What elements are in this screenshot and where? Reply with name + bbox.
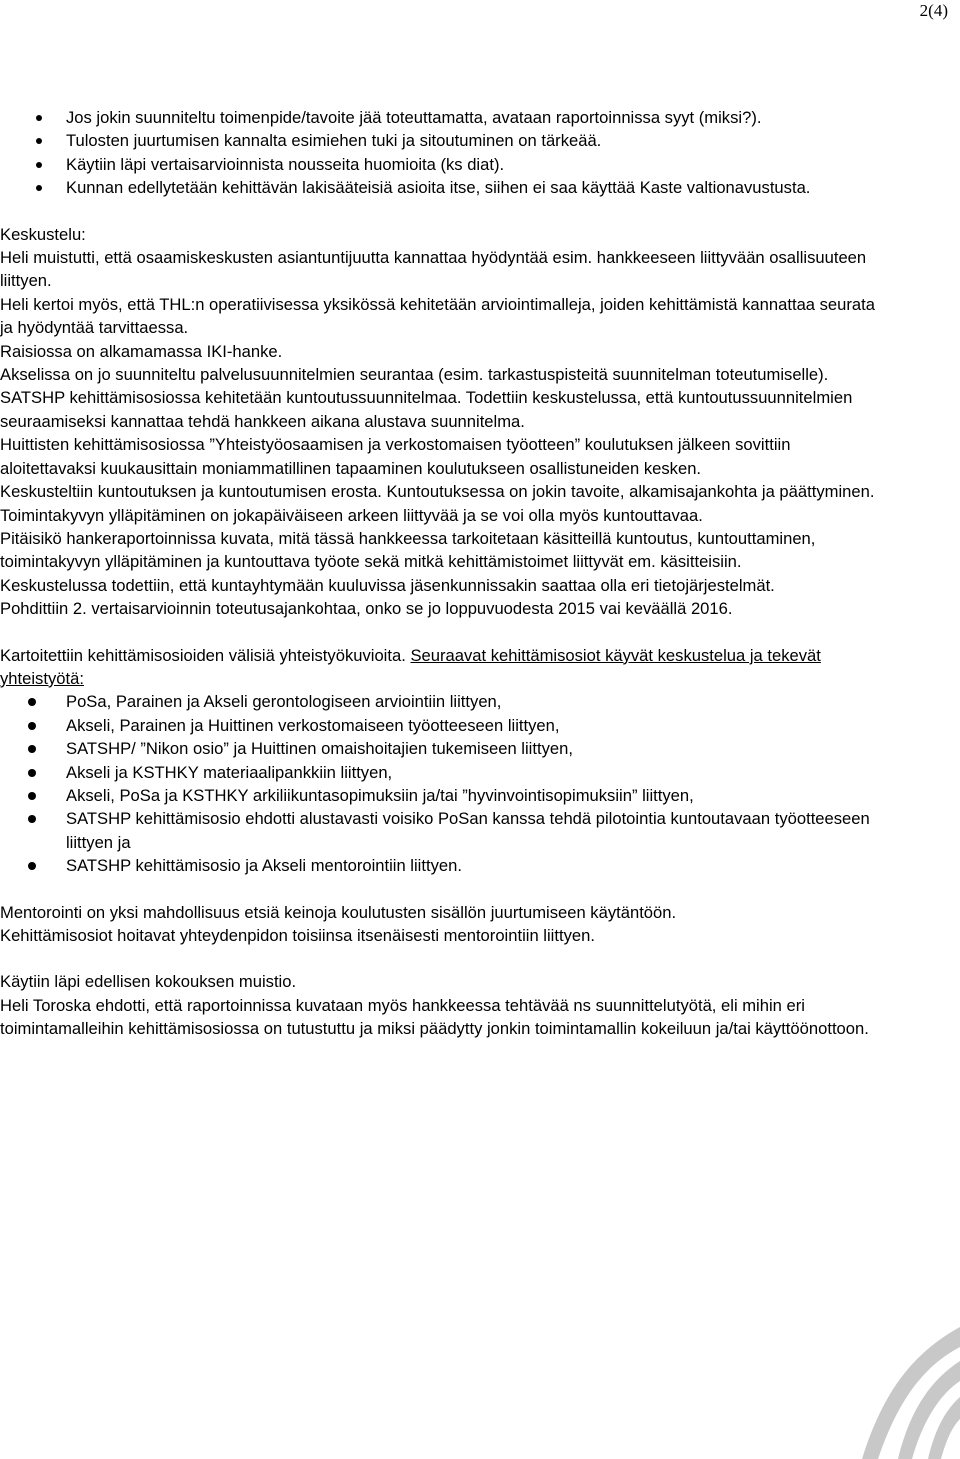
bullet-item: Kunnan edellytetään kehittävän lakisääteisiä asioita itse, siihen ei saa käyttää Kaste valtionavustusta. [66, 176, 880, 199]
cooperation-item: SATSHP/ ”Nikon osio” ja Huittinen omaishoitajien tukemiseen liittyen, [66, 737, 880, 760]
discussion-paragraph: Keskusteltiin kuntoutuksen ja kuntoutumisen erosta. Kuntoutuksessa on jokin tavoite, alkamisajankohta ja päättyminen. Toimintakyvyn ylläpitäminen on jokapäiväiseen arkeen liittyvää ja se voi olla myös kuntouttavaa. [0, 482, 875, 525]
discussion-paragraph: SATSHP kehittämisosiossa kehitetään kuntoutussuunnitelmaa. Todettiin keskustelussa, että kuntoutussuunnitelmien seuraamiseksi kannattaa tehdä hankkeen aikana alustava suunnitelma. [0, 388, 853, 431]
cooperation-item: Akseli, PoSa ja KSTHKY arkiliikuntasopimuksiin ja/tai ”hyvinvointisopimuksiin” liittyen, [66, 784, 880, 807]
discussion-paragraph: Huittisten kehittämisosiossa ”Yhteistyöosaamisen ja verkostomaisen työotteen” koulutuksen jälkeen sovittiin aloitettavaksi kuukausittain moniammatillinen tapaaminen koulutukseen osallistuneiden kesken. [0, 435, 791, 478]
discussion-paragraph: Heli kertoi myös, että THL:n operatiivisessa yksikössä kehitetään arviointimalleja, joiden kehittämistä kannattaa seurata ja hyödyntää tarvittaessa. [0, 294, 875, 338]
cooperation-item: SATSHP kehittämisosio ja Akseli mentorointiin liittyen. [66, 854, 880, 877]
page-number: 2(4) [919, 1, 948, 20]
cooperation-item: SATSHP kehittämisosio ehdotti alustavasti voisiko PoSan kanssa tehdä pilotointia kuntoutavaan työotteeseen liittyen ja [66, 807, 880, 854]
previous-minutes-paragraph: Heli Toroska ehdotti, että raportoinnissa kuvataan myös hankkeessa tehtävää ns suunnittelutyötä, eli mihin eri toimintamalleihin kehittämisosiossa on tutustuttu ja miksi päädytty jonkin toimintamallin kokeiluun ja/tai käyttöönottoon. [0, 995, 869, 1039]
bullet-item: Jos jokin suunniteltu toimenpide/tavoite jää toteuttamatta, avataan raportoinnissa syyt (miksi?). [66, 106, 880, 129]
cooperation-intro [0, 644, 880, 691]
cooperation-section [0, 644, 880, 878]
cooperation-list [0, 690, 880, 877]
summary-bullet-list [0, 106, 880, 200]
cooperation-item: Akseli, Parainen ja Huittinen verkostomaiseen työotteeseen liittyen, [66, 714, 880, 737]
discussion-paragraph: Pitäisikö hankeraportoinnissa kuvata, mitä tässä hankkeessa tarkoitetaan käsitteillä kuntoutus, kuntouttaminen, toimintakyvyn ylläpitäminen ja kuntouttava työote sekä mitkä kehittämistoimet liittyvät em. käsitteisiin. [0, 528, 816, 572]
mentoring-section [0, 901, 880, 948]
discussion-paragraph: Heli muistutti, että osaamiskeskusten asiantuntijuutta kannattaa hyödyntää esim. hankkeeseen liittyvään osallisuuteen liittyen. [0, 248, 867, 291]
discussion-section [0, 223, 880, 621]
discussion-paragraph: Keskustelussa todettiin, että kuntayhtymään kuuluvissa jäsenkunnissakin saattaa olla eri tietojärjestelmät. [0, 575, 775, 595]
cooperation-item: PoSa, Parainen ja Akseli gerontologiseen arviointiin liittyen, [66, 690, 880, 713]
discussion-heading: Keskustelu: [0, 224, 86, 244]
discussion-paragraph: Akselissa on jo suunniteltu palvelusuunnitelmien seurantaa (esim. tarkastuspisteitä suunnitelman toteutumiselle). [0, 365, 829, 385]
cooperation-intro-underlined: Seuraavat kehittämisosiot käyvät keskustelua ja tekevät yhteistyötä: [0, 645, 821, 688]
cooperation-item: Akseli ja KSTHKY materiaalipankkiin liittyen, [66, 761, 880, 784]
discussion-paragraph: Pohdittiin 2. vertaisarvioinnin toteutusajankohtaa, onko se jo loppuvuodesta 2015 vai keväällä 2016. [0, 599, 733, 619]
discussion-paragraph: Raisiossa on alkamamassa IKI-hanke. [0, 341, 283, 361]
mentoring-paragraph: Mentorointi on yksi mahdollisuus etsiä keinoja koulutusten sisällön juurtumiseen käytäntöön. [0, 902, 677, 922]
document-body [0, 106, 880, 1041]
bullet-item: Tulosten juurtumisen kannalta esimiehen tuki ja sitoutuminen on tärkeää. [66, 129, 880, 152]
corner-stripes-logo [810, 1309, 960, 1459]
mentoring-paragraph: Kehittämisosiot hoitavat yhteydenpidon toisiinsa itsenäisesti mentorointiin liittyen. [0, 926, 595, 945]
bullet-item: Käytiin läpi vertaisarvioinnista nousseita huomioita (ks diat). [66, 153, 880, 176]
previous-minutes-paragraph: Käytiin läpi edellisen kokouksen muistio. [0, 972, 297, 992]
previous-minutes-section [0, 970, 880, 1040]
cooperation-intro-text: Kartoitettiin kehittämisosioiden välisiä yhteistyökuvioita. [0, 645, 406, 665]
